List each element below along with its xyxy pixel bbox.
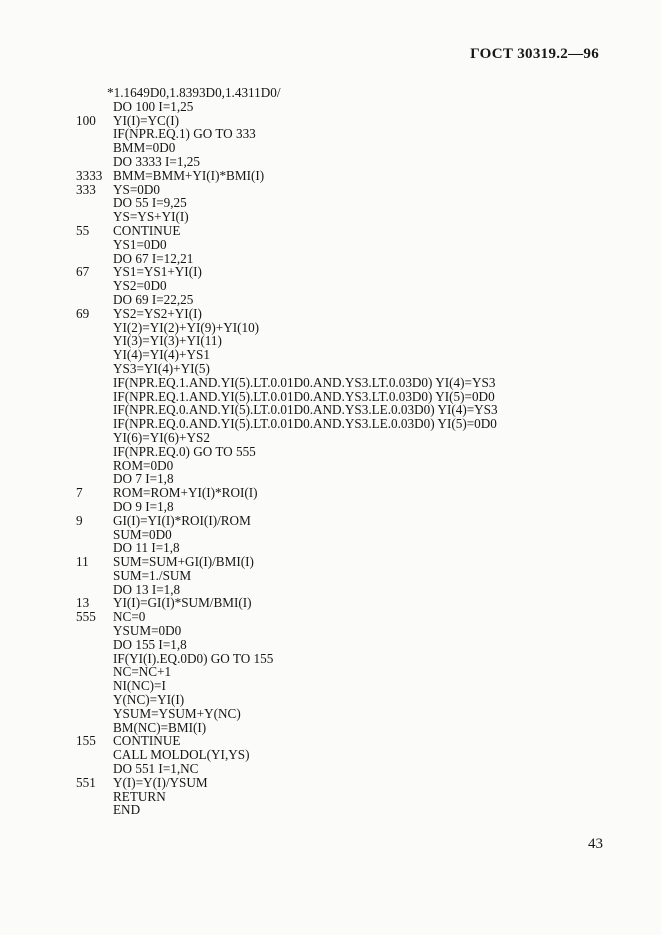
code-line xyxy=(76,528,616,542)
statement-label xyxy=(76,403,113,417)
statement-label xyxy=(76,238,113,252)
statement-label xyxy=(76,196,113,210)
code-line xyxy=(76,183,616,197)
code-line xyxy=(76,403,616,417)
statement-text: IF(YI(I).EQ.0D0) GO TO 155 xyxy=(113,650,274,666)
statement-text: BM(NC)=BMI(I) xyxy=(113,719,207,735)
statement-label xyxy=(76,583,113,597)
code-line xyxy=(76,500,616,514)
statement-text: CONTINUE xyxy=(113,733,181,749)
code-line xyxy=(76,514,616,528)
statement-text: Y(I)=Y(I)/YSUM xyxy=(113,774,208,790)
statement-text: ROM=ROM+YI(I)*ROI(I) xyxy=(113,485,258,501)
code-line xyxy=(76,776,616,790)
statement-text: YS=0D0 xyxy=(113,181,161,197)
statement-label xyxy=(76,803,113,817)
code-line xyxy=(76,348,616,362)
statement-text: DO 67 I=12,21 xyxy=(113,250,194,266)
statement-label: 100 xyxy=(76,112,96,128)
code-line xyxy=(76,334,616,348)
statement-label xyxy=(76,541,113,555)
statement-text: YI(6)=YI(6)+YS2 xyxy=(113,429,210,445)
statement-label xyxy=(76,652,113,666)
statement-text: IF(NPR.EQ.0.AND.YI(5).LT.0.01D0.AND.YS3.LE.0.03D0) YI(4)=YS3 xyxy=(113,402,498,418)
statement-label xyxy=(76,376,113,390)
statement-label xyxy=(76,638,113,652)
statement-text: SUM=SUM+GI(I)/BMI(I) xyxy=(113,554,254,570)
code-line xyxy=(76,707,616,721)
statement-text: DO 69 I=22,25 xyxy=(113,291,194,307)
code-line xyxy=(76,734,616,748)
code-line xyxy=(76,596,616,610)
statement-label xyxy=(76,362,113,376)
statement-label xyxy=(76,445,113,459)
code-line xyxy=(76,321,616,335)
code-line xyxy=(76,376,616,390)
statement-label xyxy=(76,127,113,141)
statement-label xyxy=(76,390,113,404)
code-line xyxy=(76,127,616,141)
statement-label xyxy=(76,762,113,776)
statement-label: 11 xyxy=(76,554,89,570)
statement-text: DO 100 I=1,25 xyxy=(113,98,194,114)
statement-text: GI(I)=YI(I)*ROI(I)/ROM xyxy=(113,512,251,528)
statement-label xyxy=(76,321,113,335)
statement-label xyxy=(76,569,113,583)
statement-text: IF(NPR.EQ.1) GO TO 333 xyxy=(113,126,256,142)
code-line xyxy=(76,762,616,776)
code-line xyxy=(76,445,616,459)
statement-text: BMM=0D0 xyxy=(113,140,176,156)
statement-label: 551 xyxy=(76,774,96,790)
code-line xyxy=(76,541,616,555)
statement-label xyxy=(76,279,113,293)
statement-text: YS1=0D0 xyxy=(113,236,167,252)
statement-text: DO 155 I=1,8 xyxy=(113,636,187,652)
statement-label xyxy=(76,100,113,114)
code-line xyxy=(76,279,616,293)
statement-label xyxy=(76,472,113,486)
statement-text: RETURN xyxy=(113,788,166,804)
statement-text: BMM=BMM+YI(I)*BMI(I) xyxy=(113,167,265,183)
code-line xyxy=(76,472,616,486)
statement-text: IF(NPR.EQ.0) GO TO 555 xyxy=(113,443,256,459)
statement-text: DO 13 I=1,8 xyxy=(113,581,181,597)
statement-text: YSUM=YSUM+Y(NC) xyxy=(113,705,241,721)
code-line xyxy=(76,210,616,224)
code-line xyxy=(76,265,616,279)
statement-text: END xyxy=(113,802,141,818)
code-line xyxy=(76,748,616,762)
statement-label xyxy=(76,693,113,707)
statement-label xyxy=(76,417,113,431)
page-header: ГОСТ 30319.2—96 xyxy=(470,46,599,62)
code-line xyxy=(76,141,616,155)
statement-text: YI(4)=YI(4)+YS1 xyxy=(113,347,210,363)
statement-text: *1.1649D0,1.8393D0,1.4311D0/ xyxy=(107,85,281,100)
statement-text: NC=NC+1 xyxy=(113,664,172,680)
code-line xyxy=(76,293,616,307)
code-line xyxy=(76,114,616,128)
code-line xyxy=(76,486,616,500)
statement-label xyxy=(76,624,113,638)
code-line xyxy=(76,362,616,376)
code-line xyxy=(76,100,616,114)
statement-text: YI(3)=YI(3)+YI(11) xyxy=(113,333,222,349)
code-line xyxy=(76,610,616,624)
statement-label xyxy=(76,293,113,307)
statement-label xyxy=(76,748,113,762)
statement-text: IF(NPR.EQ.1.AND.YI(5).LT.0.01D0.AND.YS3.LT.0.03D0) YI(5)=0D0 xyxy=(113,388,495,404)
code-line xyxy=(76,569,616,583)
statement-text: ROM=0D0 xyxy=(113,457,174,473)
page-number: 43 xyxy=(588,836,603,852)
statement-text: YS1=YS1+YI(I) xyxy=(113,264,202,280)
statement-text: YS=YS+YI(I) xyxy=(113,209,189,225)
statement-label xyxy=(76,665,113,679)
statement-text: CONTINUE xyxy=(113,222,181,238)
statement-label xyxy=(76,459,113,473)
statement-text: SUM=0D0 xyxy=(113,526,172,542)
statement-label: 9 xyxy=(76,512,83,528)
statement-text: YS2=YS2+YI(I) xyxy=(113,305,202,321)
statement-label xyxy=(76,721,113,735)
statement-text: CALL MOLDOL(YI,YS) xyxy=(113,747,250,763)
code-line xyxy=(76,721,616,735)
statement-label xyxy=(76,707,113,721)
statement-text: DO 9 I=1,8 xyxy=(113,498,174,514)
code-line xyxy=(76,431,616,445)
statement-label: 55 xyxy=(76,222,90,238)
statement-text: DO 11 I=1,8 xyxy=(113,540,180,556)
code-line xyxy=(76,459,616,473)
code-line xyxy=(76,238,616,252)
code-line xyxy=(76,638,616,652)
statement-label: 67 xyxy=(76,264,90,280)
fortran-code-listing xyxy=(76,86,616,817)
statement-text: NI(NC)=I xyxy=(113,678,166,694)
code-line xyxy=(76,679,616,693)
code-line xyxy=(76,196,616,210)
statement-text: NC=0 xyxy=(113,609,146,625)
code-line xyxy=(76,665,616,679)
statement-text: YI(I)=YC(I) xyxy=(113,112,180,128)
code-line xyxy=(76,224,616,238)
statement-label: 555 xyxy=(76,609,96,625)
statement-label xyxy=(76,679,113,693)
statement-label: 333 xyxy=(76,181,96,197)
statement-label xyxy=(76,528,113,542)
statement-text: IF(NPR.EQ.1.AND.YI(5).LT.0.01D0.AND.YS3.LT.0.03D0) YI(4)=YS3 xyxy=(113,374,496,390)
statement-text: DO 7 I=1,8 xyxy=(113,471,174,487)
statement-text: YS3=YI(4)+YI(5) xyxy=(113,360,210,376)
statement-label xyxy=(76,155,113,169)
code-line xyxy=(76,624,616,638)
statement-text: DO 3333 I=1,25 xyxy=(113,153,200,169)
statement-label: 155 xyxy=(76,733,96,749)
statement-label xyxy=(76,252,113,266)
statement-text: DO 55 I=9,25 xyxy=(113,195,187,211)
statement-label xyxy=(76,141,113,155)
code-line xyxy=(76,693,616,707)
statement-text: SUM=1./SUM xyxy=(113,567,192,583)
statement-label: 7 xyxy=(76,485,83,501)
statement-label xyxy=(76,790,113,804)
statement-label xyxy=(76,348,113,362)
statement-label: 3333 xyxy=(76,167,103,183)
statement-text: IF(NPR.EQ.0.AND.YI(5).LT.0.01D0.AND.YS3.LE.0.03D0) YI(5)=0D0 xyxy=(113,416,497,432)
statement-label xyxy=(76,210,113,224)
code-line xyxy=(76,252,616,266)
code-line xyxy=(76,307,616,321)
code-line xyxy=(76,583,616,597)
code-line xyxy=(76,86,616,100)
statement-text: YI(2)=YI(2)+YI(9)+YI(10) xyxy=(113,319,260,335)
code-line xyxy=(76,790,616,804)
statement-label: 13 xyxy=(76,595,90,611)
code-line xyxy=(76,652,616,666)
code-line xyxy=(76,169,616,183)
statement-text: YSUM=0D0 xyxy=(113,623,182,639)
statement-text: Y(NC)=YI(I) xyxy=(113,692,185,708)
statement-label xyxy=(76,431,113,445)
code-line xyxy=(76,803,616,817)
statement-text: YS2=0D0 xyxy=(113,278,167,294)
statement-text: DO 551 I=1,NC xyxy=(113,761,199,777)
statement-text: YI(I)=GI(I)*SUM/BMI(I) xyxy=(113,595,252,611)
code-line xyxy=(76,417,616,431)
code-line xyxy=(76,555,616,569)
statement-label: 69 xyxy=(76,305,90,321)
code-line xyxy=(76,390,616,404)
statement-label xyxy=(76,500,113,514)
code-line xyxy=(76,155,616,169)
statement-label xyxy=(76,334,113,348)
